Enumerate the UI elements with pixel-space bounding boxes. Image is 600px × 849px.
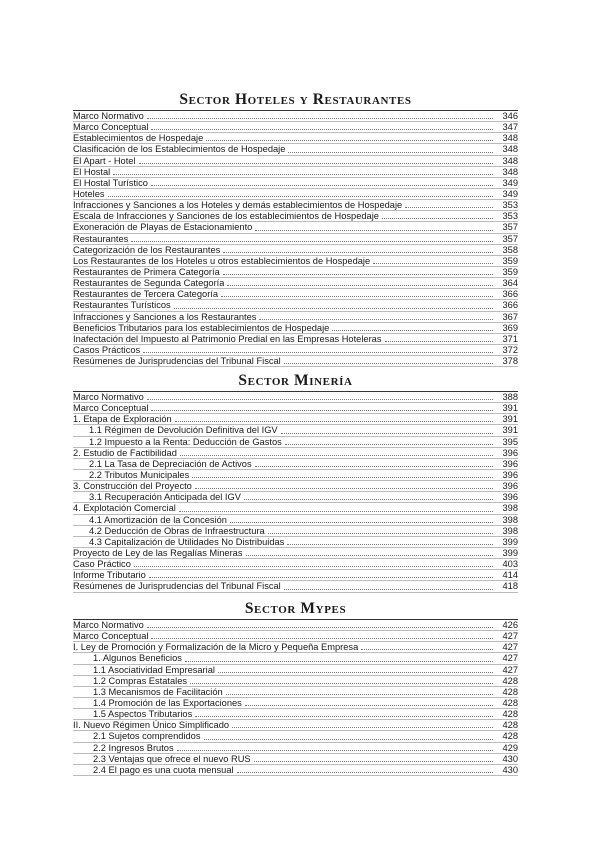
toc-entry-page: 430 [502,753,518,764]
dot-leader [175,421,493,422]
toc-entry [73,687,518,698]
toc-entry-page: 428 [502,709,518,720]
toc-entry-page: 414 [502,570,518,581]
toc-entry-label: Informe Tributario [73,570,146,581]
toc-entry-page: 395 [502,436,518,447]
dot-leader [221,296,493,297]
dot-leader [177,750,493,751]
toc-entry-page: 398 [502,525,518,536]
toc-entry-label: 2.1 La Tasa de Depreciación de Activos [89,458,252,469]
toc-entry-page: 429 [502,742,518,753]
toc-entry-label: Marco Conceptual [73,122,149,133]
dot-leader [288,152,493,153]
toc-entry [73,642,518,653]
dot-leader [143,352,493,353]
dot-leader [147,399,493,400]
toc-entry-label: I. Ley de Promoción y Formalización de la Micro y Pequeña Empresa [73,642,359,653]
toc-entry-page: 347 [502,122,518,133]
dot-leader [223,274,493,275]
dot-leader [268,533,493,534]
toc-entry-label: Restaurantes de Segunda Categoría [73,278,225,289]
toc-entry [73,459,518,470]
toc-entry-label: Proyecto de Ley de las Regalías Mineras [73,547,243,558]
toc-entry-label: Hoteles [73,188,105,199]
toc-entry-label: 4. Explotación Comercial [73,503,176,514]
toc-entry-page: 403 [502,559,518,570]
toc-entry-label: 2. Estudio de Factibilidad [73,447,177,458]
toc-entry-page: 396 [502,447,518,458]
toc-entry-page: 349 [502,177,518,188]
toc-entry-page: 391 [502,414,518,425]
toc-entry-page: 358 [502,244,518,255]
toc-entry-label: 1.1 Asociatividad Empresarial [93,664,215,675]
toc-entry [73,345,518,356]
toc-entry [73,289,518,300]
dot-leader [284,589,493,590]
toc-entry-page: 396 [502,458,518,469]
toc-entry-page: 398 [502,514,518,525]
toc-entry-label: Marco Normativo [73,392,144,402]
toc-entry-label: El Hostal Turístico [73,177,148,188]
dot-leader [204,739,494,740]
toc-entry-label: Restaurantes de Tercera Categoría [73,289,219,300]
toc-entry-label: 1.2 Impuesto a la Renta: Deducción de Gastos [89,436,282,447]
dot-leader [255,466,493,467]
dot-leader [255,230,493,231]
dot-leader [285,444,493,445]
toc-entry-page: 427 [502,631,518,642]
toc-entry [73,437,518,448]
toc-entry [73,448,518,459]
dot-leader [151,410,493,411]
toc-entry [73,122,518,133]
dot-leader [195,488,493,489]
toc-entry [73,665,518,676]
toc-entry-page: 430 [502,764,518,775]
toc-entry-label: Restaurantes [73,233,129,244]
toc-entry [73,720,518,731]
toc-entry-label: 2.2 Ingresos Brutos [93,742,174,753]
section-mineria [73,371,518,593]
toc-entry-label: 3. Construcción del Proyecto [73,481,192,492]
toc-entries [73,619,518,776]
section-title: Sector Minería [238,372,353,389]
dot-leader [151,129,493,130]
toc-entry-page: 359 [502,255,518,266]
toc-entry [73,267,518,278]
toc-entry [73,515,518,526]
dot-leader [149,577,493,578]
toc-entry-page: 428 [502,686,518,697]
toc-entry [73,581,518,592]
toc-entry-label: Marco Normativo [73,111,144,121]
dot-leader [139,163,493,164]
toc-entry-label: Marco Conceptual [73,631,149,642]
dot-leader [218,672,493,673]
toc-entry-page: 428 [502,720,518,731]
toc-entry-label: Casos Prácticos [73,344,141,355]
toc-entry-page: 366 [502,289,518,300]
dot-leader [185,661,493,662]
dot-leader [190,683,493,684]
toc-entry-label: Beneficios Tributarios para los establecimientos de Hospedaje [73,322,330,333]
toc-entry [73,178,518,189]
toc-entry-label: Infracciones y Sanciones a los Restaurantes [73,311,257,322]
toc-entry-page: 426 [502,620,518,630]
dot-leader [134,566,493,567]
toc-entry-page: 398 [502,503,518,514]
toc-entry [73,245,518,256]
dot-leader [281,433,493,434]
toc-entry [73,111,518,122]
dot-leader [237,772,493,773]
dot-leader [332,330,493,331]
toc-entry-page: 348 [502,144,518,155]
dot-leader [244,499,493,500]
toc-entry-page: 364 [502,278,518,289]
dot-leader [195,716,493,717]
section-title: Sector Mypes [244,600,347,617]
toc-entry-page: 348 [502,166,518,177]
toc-entry-page: 399 [502,536,518,547]
toc-entry-label: Resúmenes de Jurisprudencias del Tribunal Fiscal [73,356,281,367]
toc-entries [73,391,518,593]
toc-entry-page: 369 [502,322,518,333]
dot-leader [227,285,493,286]
toc-entry [73,278,518,289]
dot-leader [192,477,493,478]
dot-leader [382,218,493,219]
dot-leader [287,544,493,545]
toc-entry [73,470,518,481]
toc-entry-label: 1.5 Aspectos Tributarios [93,709,193,720]
toc-entry-label: 1.3 Mecanismos de Facilitación [93,686,223,697]
toc-entry [73,492,518,503]
dot-leader [246,555,493,556]
toc-entry-label: II. Nuevo Régimen Único Simplificado [73,720,230,731]
dot-leader [254,761,493,762]
toc-entry [73,334,518,345]
toc-entry-page: 391 [502,403,518,414]
toc-entry [73,189,518,200]
toc-entry-page: 353 [502,211,518,222]
toc-entry [73,526,518,537]
toc-entry [73,754,518,765]
dot-leader [373,263,493,264]
dot-leader [284,363,493,364]
toc-entry-page: 357 [502,233,518,244]
toc-entry-label: Escala de Infracciones y Sanciones de los establecimientos de Hospedaje [73,211,379,222]
dot-leader [179,511,493,512]
toc-entry-label: 1. Algunos Beneficios [93,653,182,664]
toc-entry [73,743,518,754]
dot-leader [223,252,493,253]
dot-leader [147,627,493,628]
toc-entry-label: El Apart - Hotel [73,155,136,166]
toc-entry-label: Marco Normativo [73,620,144,630]
toc-entries [73,110,518,367]
toc-entry-page: 348 [502,155,518,166]
toc-entry-page: 396 [502,469,518,480]
toc-entry-label: 4.1 Amortización de la Concesión [89,514,227,525]
toc-entry [73,481,518,492]
toc-entry-page: 359 [502,266,518,277]
toc-entry-page: 367 [502,311,518,322]
toc-entry-page: 396 [502,492,518,503]
dot-leader [385,341,493,342]
toc-entry-page: 391 [502,425,518,436]
toc-entry-label: 2.3 Ventajas que ofrece el nuevo RUS [93,753,251,764]
toc-entry-label: Categorización de los Restaurantes [73,244,221,255]
toc-entry-page: 371 [502,333,518,344]
section-title: Sector Hoteles y Restaurantes [179,91,412,108]
dot-leader [147,118,493,119]
toc-entry-page: 366 [502,300,518,311]
section-hoteles [73,90,518,367]
toc-entry-label: Restaurantes Turísticos [73,300,171,311]
dot-leader [108,196,493,197]
toc-entry-page: 346 [502,111,518,121]
dot-leader [361,649,493,650]
toc-entry [73,709,518,720]
toc-entry-label: Clasificación de los Establecimientos de Hospedaje [73,144,286,155]
dot-leader [232,727,493,728]
toc-entry-label: Marco Conceptual [73,403,149,414]
toc-entry-page: 353 [502,200,518,211]
toc-entry-label: 4.2 Deducción de Obras de Infraestructura [89,525,265,536]
toc-entry [73,548,518,559]
toc-entry [73,620,518,631]
toc-entry-page: 399 [502,547,518,558]
toc-entry [73,503,518,514]
toc-entry-label: El Hostal [73,166,111,177]
toc-entry [73,356,518,367]
toc-entry [73,211,518,222]
toc-entry [73,676,518,687]
toc-entry-label: 1.1 Régimen de Devolución Definitiva del IGV [89,425,278,436]
toc-entry-page: 418 [502,581,518,592]
dot-leader [113,174,493,175]
toc-entry-page: 388 [502,392,518,402]
toc-entry [73,559,518,570]
toc-entry [73,731,518,742]
dot-leader [259,319,493,320]
toc-entry-label: Caso Práctico [73,559,131,570]
toc-entry-label: Los Restaurantes de los Hoteles u otros establecimientos de Hospedaje [73,255,371,266]
toc-entry [73,133,518,144]
toc-entry [73,222,518,233]
toc-entry-page: 396 [502,481,518,492]
toc-entry-label: 2.1 Sujetos comprendidos [93,731,201,742]
toc-entry-label: 1. Etapa de Exploración [73,414,172,425]
toc-entry-page: 372 [502,344,518,355]
toc-entry-page: 428 [502,697,518,708]
dot-leader [131,241,493,242]
toc-entry-label: Restaurantes de Primera Categoría [73,266,220,277]
toc-entry [73,414,518,425]
toc-entry [73,392,518,403]
toc-entry-label: Inafectación del Impuesto al Patrimonio Predial en las Empresas Hoteleras [73,333,382,344]
toc-entry [73,256,518,267]
toc-entry-page: 357 [502,222,518,233]
toc-entry [73,631,518,642]
dot-leader [174,308,493,309]
toc-entry [73,300,518,311]
toc-entry [73,200,518,211]
toc-entry [73,144,518,155]
dot-leader [226,694,493,695]
toc-entry-page: 427 [502,653,518,664]
toc-entry-label: 1.4 Promoción de las Exportaciones [93,697,242,708]
toc-entry [73,653,518,664]
toc-entry-label: 3.1 Recuperación Anticipada del IGV [89,492,241,503]
toc-entry-label: 1.2 Compras Estatales [93,675,188,686]
toc-entry [73,234,518,245]
dot-leader [151,638,493,639]
toc-entry [73,156,518,167]
toc-entry-label: Establecimientos de Hospedaje [73,133,204,144]
toc-entry-label: 2.2 Tributos Municipales [89,469,190,480]
dot-leader [151,185,493,186]
dot-leader [230,522,493,523]
dot-leader [405,207,493,208]
toc-entry-label: 2.4 El pago es una cuota mensual [93,764,234,775]
toc-entry-label: Resúmenes de Jurisprudencias del Tribunal Fiscal [73,581,281,592]
dot-leader [245,705,493,706]
toc-entry-page: 378 [502,356,518,367]
toc-entry-page: 348 [502,133,518,144]
toc-entry-label: Exoneración de Playas de Estacionamiento [73,222,253,233]
toc-entry-label: 4.3 Capitalización de Utilidades No Distribuidas [89,536,285,547]
toc-entry-page: 428 [502,675,518,686]
section-mypes [73,599,518,776]
toc-entry-page: 349 [502,188,518,199]
toc-entry [73,403,518,414]
toc-entry [73,323,518,334]
toc-entry-page: 427 [502,642,518,653]
toc-entry-label: Infracciones y Sanciones a los Hoteles y demás establecimientos de Hospedaje [73,200,403,211]
dot-leader [180,455,493,456]
toc-entry [73,537,518,548]
dot-leader [206,140,493,141]
toc-entry-page: 427 [502,664,518,675]
toc-entry [73,167,518,178]
toc-entry [73,765,518,776]
toc-entry-page: 428 [502,731,518,742]
toc-entry [73,425,518,436]
toc-entry [73,312,518,323]
toc-entry [73,570,518,581]
toc-entry [73,698,518,709]
